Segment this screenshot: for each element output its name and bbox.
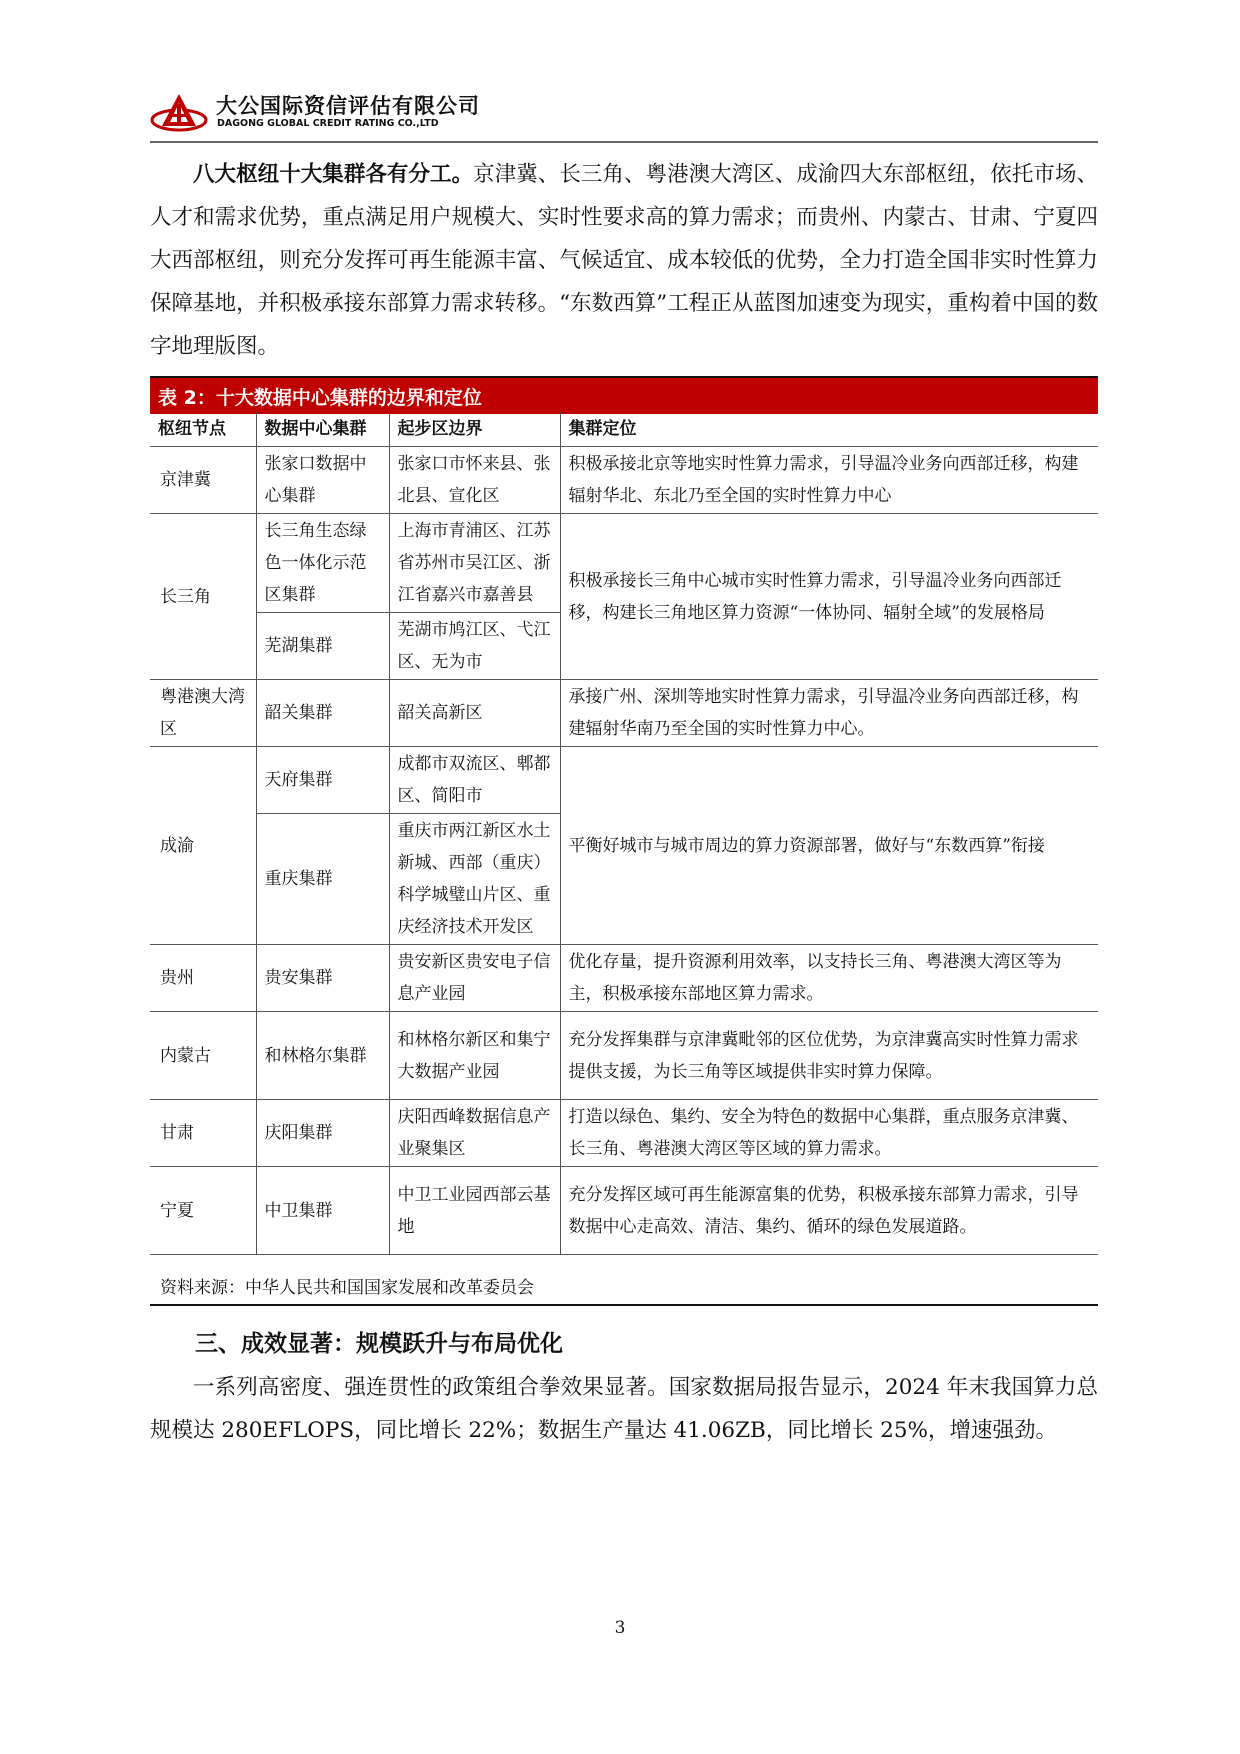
header-cluster: 数据中心集群 — [256, 412, 389, 447]
company-name-cn: 大公国际资信评估有限公司 — [216, 94, 480, 118]
hub-cell: 粤港澳大湾区 — [150, 680, 256, 747]
table-caption-text: 表 2：十大数据中心集群的边界和定位 — [158, 387, 482, 409]
cluster-cell: 重庆集群 — [256, 814, 389, 945]
section-heading: 三、成效显著：规模跃升与布局优化 — [195, 1330, 563, 1357]
position-cell: 打造以绿色、集约、安全为特色的数据中心集群，重点服务京津冀、长三角、粤港澳大湾区等区域的算力需求。 — [560, 1100, 1098, 1167]
cluster-cell: 中卫集群 — [256, 1167, 389, 1255]
table-source-text: 资料来源：中华人民共和国国家发展和改革委员会 — [160, 1278, 534, 1298]
position-cell: 充分发挥集群与京津冀毗邻的区位优势，为京津冀高实时性算力需求提供支援，为长三角等区域提供非实时算力保障。 — [560, 1012, 1098, 1100]
intro-paragraph — [150, 153, 1098, 368]
boundary-cell: 芜湖市鸠江区、弋江区、无为市 — [389, 613, 560, 680]
table-row — [150, 747, 1098, 814]
boundary-cell: 张家口市怀来县、张北县、宣化区 — [389, 447, 560, 514]
table-row — [150, 1167, 1098, 1255]
boundary-cell: 庆阳西峰数据信息产业聚集区 — [389, 1100, 560, 1167]
section-paragraph: 一系列高密度、强连贯性的政策组合拳效果显著。国家数据局报告显示，2024 年末我国算力总规模达 280EFLOPS，同比增长 22%；数据生产量达 41.06ZB，同比增长 25%，增速强劲。 — [150, 1375, 1098, 1443]
boundary-cell: 重庆市两江新区水土新城、西部（重庆）科学城璧山片区、重庆经济技术开发区 — [389, 814, 560, 945]
boundary-cell: 贵安新区贵安电子信息产业园 — [389, 945, 560, 1012]
header-position: 集群定位 — [560, 412, 1098, 447]
boundary-cell: 韶关高新区 — [389, 680, 560, 747]
data-center-cluster-table — [150, 412, 1098, 1255]
hub-cell: 甘肃 — [150, 1100, 256, 1167]
table-row — [150, 1012, 1098, 1100]
boundary-cell: 上海市青浦区、江苏省苏州市吴江区、浙江省嘉兴市嘉善县 — [389, 514, 560, 613]
table-caption — [150, 376, 1098, 414]
header-boundary: 起步区边界 — [389, 412, 560, 447]
header-hub: 枢纽节点 — [150, 412, 256, 447]
cluster-cell: 天府集群 — [256, 747, 389, 814]
table-row — [150, 680, 1098, 747]
position-cell: 充分发挥区域可再生能源富集的优势，积极承接东部算力需求，引导数据中心走高效、清洁、集约、循环的绿色发展道路。 — [560, 1167, 1098, 1255]
position-cell: 优化存量，提升资源利用效率，以支持长三角、粤港澳大湾区等为主，积极承接东部地区算力需求。 — [560, 945, 1098, 1012]
table-row — [150, 447, 1098, 514]
table-row — [150, 514, 1098, 613]
page-number: 3 — [614, 1618, 626, 1638]
boundary-cell: 和林格尔新区和集宁大数据产业园 — [389, 1012, 560, 1100]
company-name-en: DAGONG GLOBAL CREDIT RATING CO.,LTD — [217, 118, 439, 129]
boundary-cell: 中卫工业园西部云基地 — [389, 1167, 560, 1255]
cluster-cell: 张家口数据中心集群 — [256, 447, 389, 514]
cluster-cell: 庆阳集群 — [256, 1100, 389, 1167]
cluster-cell: 芜湖集群 — [256, 613, 389, 680]
cluster-cell: 韶关集群 — [256, 680, 389, 747]
intro-body: 京津冀、长三角、粤港澳大湾区、成渝四大东部枢纽，依托市场、人才和需求优势，重点满足用户规模大、实时性要求高的算力需求；而贵州、内蒙古、甘肃、宁夏四大西部枢纽，则充分发挥可再生能源丰富、气候适宜、成本较低的优势，全力打造全国非实时性算力保障基地，并积极承接东部算力需求转移。“东数西算”工程正从蓝图加速变为现实，重构着中国的数字地理版图。 — [150, 162, 1098, 359]
table-header-row — [150, 412, 1098, 447]
position-cell: 承接广州、深圳等地实时性算力需求，引导温冷业务向西部迁移，构建辐射华南乃至全国的实时性算力中心。 — [560, 680, 1098, 747]
cluster-cell: 和林格尔集群 — [256, 1012, 389, 1100]
hub-cell: 贵州 — [150, 945, 256, 1012]
cluster-cell: 长三角生态绿色一体化示范区集群 — [256, 514, 389, 613]
cluster-cell: 贵安集群 — [256, 945, 389, 1012]
hub-cell: 成渝 — [150, 747, 256, 945]
position-cell: 平衡好城市与城市周边的算力资源部署，做好与“东数西算”衔接 — [560, 747, 1098, 945]
position-cell: 积极承接北京等地实时性算力需求，引导温冷业务向西部迁移，构建辐射华北、东北乃至全国的实时性算力中心 — [560, 447, 1098, 514]
hub-cell: 内蒙古 — [150, 1012, 256, 1100]
boundary-cell: 成都市双流区、郫都区、简阳市 — [389, 747, 560, 814]
dagong-logo-icon — [150, 90, 208, 134]
hub-cell: 京津冀 — [150, 447, 256, 514]
intro-lead: 八大枢纽十大集群各有分工。 — [193, 162, 474, 187]
header-divider — [150, 141, 1098, 143]
table-source-note — [150, 1272, 1098, 1306]
hub-cell: 宁夏 — [150, 1167, 256, 1255]
table-row — [150, 945, 1098, 1012]
table-row — [150, 1100, 1098, 1167]
hub-cell: 长三角 — [150, 514, 256, 680]
position-cell: 积极承接长三角中心城市实时性算力需求，引导温冷业务向西部迁移，构建长三角地区算力资源“一体协同、辐射全域”的发展格局 — [560, 514, 1098, 680]
page-header — [150, 80, 1098, 142]
